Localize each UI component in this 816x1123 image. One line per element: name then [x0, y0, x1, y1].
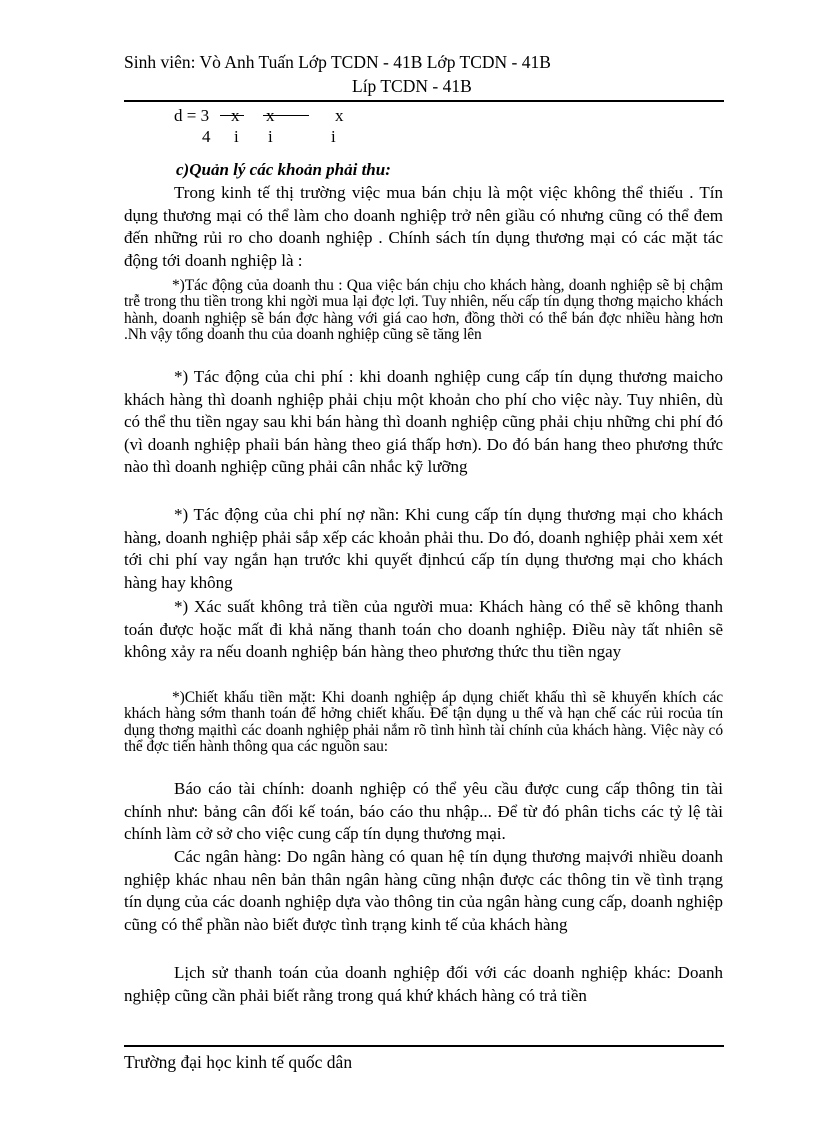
- formula-x3: x: [335, 106, 344, 125]
- formula: [174, 106, 394, 148]
- formula-lhs: d = 3: [174, 106, 210, 125]
- paragraph-cost-impact: *) Tác động của chi phí : khi doanh nghiệp cung cấp tín dụng thương maicho khách hàng thì doanh nghiệp phải chịu một khoản cho phí cho việc này. Tuy nhiên, dù có thể thu tiền ngay sau khi bán hàng thì doanh nghiệp cũng phải chịu những chi phí đó (vì doanh nghiệp phaỉi bán hàng theo giá thấp hơn). Do đó bán hang theo phương thức nào thì doanh nghiệp cũng phải cân nhắc kỹ lưỡng: [124, 367, 723, 477]
- header-class-line: Líp TCDN - 41B: [352, 76, 472, 96]
- formula-subscript-i: i: [331, 127, 336, 146]
- formula-subscript-i: i: [234, 127, 239, 146]
- paragraph-financial-reports: Báo cáo tài chính: doanh nghiệp có thể yêu cầu được cung cấp thông tin tài chính như: bảng cân đối kế toán, báo cáo thu nhập... Để từ đó phân tichs các tỷ lệ tài chính làm cở sở cho việc cung cấp tín dụng thương mại.: [124, 779, 723, 844]
- formula-x1: x: [231, 106, 240, 125]
- header-rule: [124, 100, 724, 102]
- footer-rule: [124, 1045, 724, 1047]
- paragraph-revenue-impact: *)Tác động của doanh thu : Qua việc bán chịu cho khách hàng, doanh nghiệp sẽ bị chậm trễ trong thu tiền trong khi ngời mua lại đợc lợi. Tuy nhiên, nếu cấp tín dụng thơng mạicho khách hành, doanh nghiệp sẽ bán đợc hàng với giá cao hơn, đồng thời có thể bán đợc nhiều hàng hơn .Nh vậy tổng doanh thu của doanh nghiệp cũng sẽ tăng lên: [124, 277, 723, 343]
- header-student-line: Sinh viên: Vò Anh Tuấn Lớp TCDN - 41B Lớp TCDN - 41B: [124, 52, 551, 72]
- section-heading: c)Quản lý các khoản phải thu:: [176, 160, 391, 179]
- paragraph-intro: Trong kinh tế thị trường việc mua bán chịu là một việc không thể thiếu . Tín dụng thương mại có thể làm cho doanh nghiệp trở nên giầu có nhưng cũng có thể đem đến những rủi ro cho doanh nghiệp . Chính sách tín dụng thương mại có các mặt tác động tới doanh nghiệp là :: [124, 183, 723, 270]
- page-footer: Trường đại học kinh tế quốc dân: [124, 1052, 353, 1072]
- formula-subscript-4: 4: [202, 127, 211, 146]
- paragraph-cash-discount: *)Chiết khấu tiền mặt: Khi doanh nghiệp áp dụng chiết khấu thì sẽ khuyến khích các khách hàng sớm thanh toán để hởng chiết khấu. Để tận dụng u thế và hạn chế các rủi rocủa tín dụng thơng mạithì các doanh nghiệp phải nắm rõ tình hình tài chính của khách hàng. Việc này có thể đợc tiến hành thông qua các nguồn sau:: [124, 689, 723, 755]
- paragraph-banks: Các ngân hàng: Do ngân hàng có quan hệ tín dụng thương maịvới nhiều doanh nghiệp khác nhau nên bản thân ngân hàng cũng nhận được các thông tin về tình trạng tín dụng của các doanh nghiệp dựa vào thông tin của ngân hàng cung cấp, doanh nghiệp cũng có thể phần nào biết được tình trạng kinh tế của khách hàng: [124, 847, 723, 934]
- page-header: [124, 52, 724, 102]
- paragraph-payment-history: Lịch sử thanh toán của doanh nghiệp đối với các doanh nghiệp khác: Doanh nghiệp cũng cần phải biết rằng trong quá khứ khách hàng có trả tiền: [124, 963, 723, 1005]
- paragraph-debt-cost: *) Tác động của chi phí nợ nần: Khi cung cấp tín dụng thương mại cho khách hàng, doanh nghiệp phải sắp xếp các khoản phải thu. Do đó, doanh nghiệp phải xem xét tới chi phí vay ngắn hạn trước khi quyết địnhcú cấp tín dụng thương mại cho khách hàng hay không: [124, 505, 723, 592]
- formula-x2: x: [266, 106, 275, 125]
- paragraph-default-probability: *) Xác suất không trả tiền của người mua: Khách hàng có thể sẽ không thanh toán được hoặc mất đi khả năng thanh toán cho doanh nghiệp. Điều này tất nhiên sẽ không xảy ra nếu doanh nghiệp bán hàng theo phương thức thu tiền ngay: [124, 597, 723, 662]
- formula-subscript-i: i: [268, 127, 273, 146]
